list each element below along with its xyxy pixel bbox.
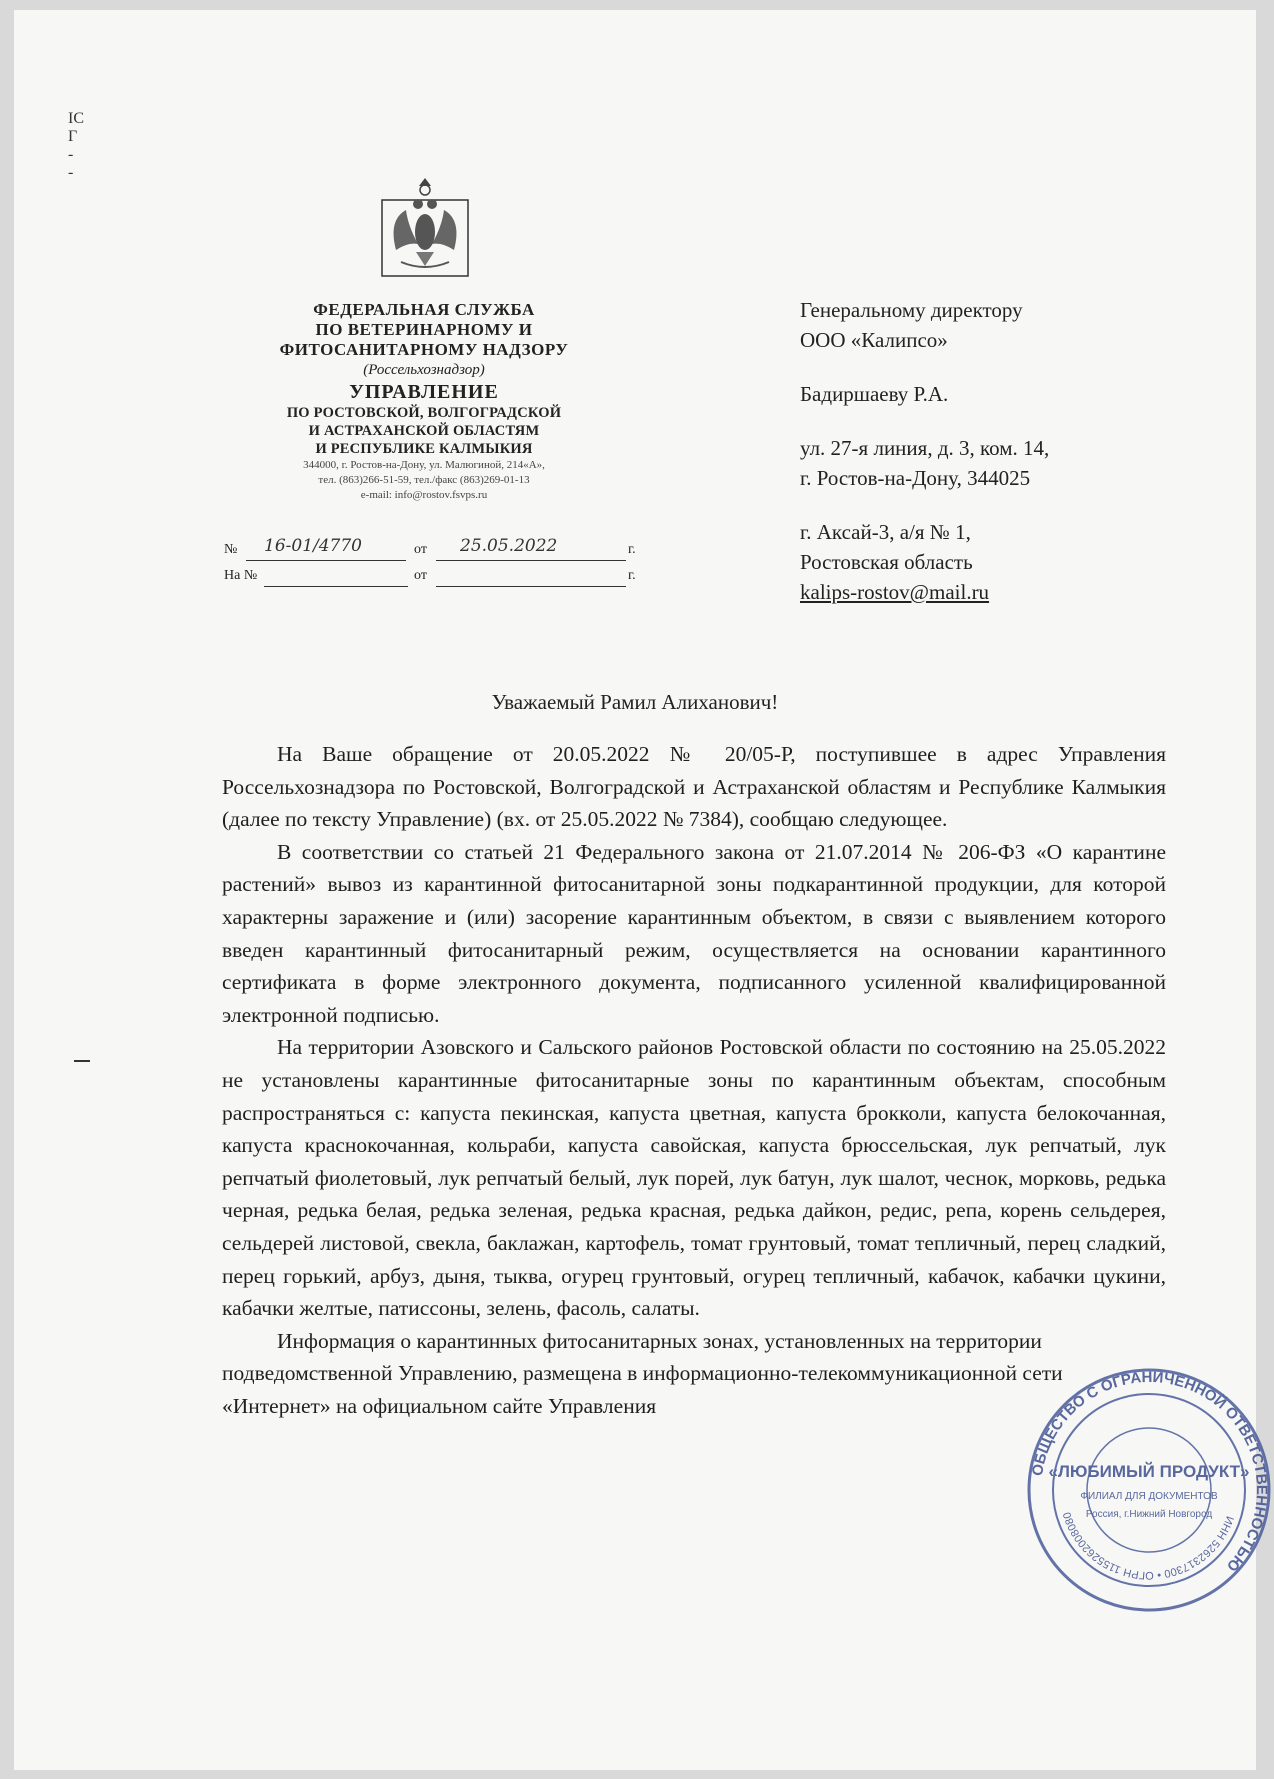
ref-number-label: № xyxy=(224,542,238,557)
ref-from-label: от xyxy=(414,542,427,557)
outgoing-ref xyxy=(224,536,644,562)
stamp-sub-text: ФИЛИАЛ ДЛЯ ДОКУМЕНТОВ xyxy=(1080,1491,1218,1502)
coat-of-arms-emblem xyxy=(376,170,474,280)
company-stamp xyxy=(1024,1365,1274,1615)
stamp-seal-icon xyxy=(1024,1365,1274,1615)
ref-underline xyxy=(436,560,626,561)
org-region: ПО РОСТОВСКОЙ, ВОЛГОГРАДСКОЙ xyxy=(286,405,562,421)
org-region: И АСТРАХАНСКОЙ ОБЛАСТЯМ xyxy=(308,423,540,439)
org-line: ФЕДЕРАЛЬНАЯ СЛУЖБА xyxy=(313,300,535,319)
org-email: e-mail: info@rostov.fsvps.ru xyxy=(360,489,488,501)
edge-mark: - xyxy=(68,146,74,163)
stamp-outer-text: ОБЩЕСТВО С ОГРАНИЧЕННОЙ ОТВЕТСТВЕННОСТЬЮ xyxy=(1028,1368,1271,1575)
org-phone: тел. (863)266-51-59, тел./факс (863)269-01-13 xyxy=(318,474,530,486)
ref-number-value: 16-01/4770 xyxy=(264,536,362,556)
edge-mark: Г xyxy=(68,128,78,145)
ref-year-suffix: г. xyxy=(628,542,636,557)
stamp-inn-text: ИНН 5262317300 • ОГРН 1155262008080 xyxy=(1061,1510,1236,1582)
ref-underline xyxy=(264,586,408,587)
addressee-street: ул. 27-я линия, д. 3, ком. 14, xyxy=(800,436,1050,460)
ref-date-value: 25.05.2022 xyxy=(460,536,558,556)
org-region: И РЕСПУБЛИКЕ КАЛМЫКИЯ xyxy=(315,441,533,457)
org-department: УПРАВЛЕНИЕ xyxy=(349,381,499,403)
incoming-ref xyxy=(224,568,644,588)
reply-year-suffix: г. xyxy=(628,568,636,583)
letter-body xyxy=(222,738,1166,1422)
body-paragraph: В соответствии со статьей 21 Федерального закона от 21.07.2014 № 206-ФЗ «О карантине растений» вывоз из карантинной фитосанитарной зоны подкарантинной продукции, для которой характерны заражение и (или) засорение карантинным объектом, в связи с выявлением которого введен карантинный фитосанитарный режим, осуществляется на основании карантинного сертификата в форме электронного документа, подписанного усиленной квалифицированной электронной подписью. xyxy=(222,839,1166,1027)
addressee-block xyxy=(800,295,1220,607)
reply-from-label: от xyxy=(414,568,427,583)
stamp-center-text: «ЛЮБИМЫЙ ПРОДУКТ» xyxy=(1048,1462,1250,1481)
svg-text:ИНН 5262317300 • ОГРН 11552620 xyxy=(1061,1510,1235,1581)
body-paragraph: На Ваше обращение от 20.05.2022 № 20/05-Р, поступившее в адрес Управления Россельхознадзора по Ростовской, Волгоградской и Астраханской областям и Республике Калмыкия (далее по тексту Управление) (вх. от 25.05.2022 № 7384), сообщаю следующее. xyxy=(222,742,1166,832)
org-line: ПО ВЕТЕРИНАРНОМУ И xyxy=(315,320,533,339)
addressee-company: ООО «Калипсо» xyxy=(800,328,948,352)
edge-marks xyxy=(68,110,84,182)
org-abbrev: (Россельхознадзор) xyxy=(363,362,485,378)
edge-mark: - xyxy=(68,164,74,181)
addressee-name: Бадиршаеву Р.А. xyxy=(800,382,949,406)
addressee-position: Генеральному директору xyxy=(800,298,1023,322)
body-paragraph: Информация о карантинных фитосанитарных зонах, установленных на территории подведомственной Управлению, размещена в информационно-телекоммуникационной сети «Интернет» на официальном сайте Управления xyxy=(222,1328,1063,1418)
edge-mark: IC xyxy=(68,110,84,127)
addressee-email[interactable]: kalips-rostov@mail.ru xyxy=(800,580,990,604)
ref-underline xyxy=(246,560,406,561)
addressee-city: г. Ростов-на-Дону, 344025 xyxy=(800,466,1031,490)
greeting: Уважаемый Рамил Алиханович! xyxy=(491,690,779,714)
addressee-region: Ростовская область xyxy=(800,550,973,574)
org-address: 344000, г. Ростов-на-Дону, ул. Малюгиной, 214«А», xyxy=(303,459,545,471)
reply-number-label: На № xyxy=(224,568,258,583)
ref-underline xyxy=(436,586,626,587)
sender-header xyxy=(204,300,644,503)
stamp-bottom-text: Россия, г.Нижний Новгород xyxy=(1085,1509,1213,1520)
eagle-icon xyxy=(376,170,474,280)
body-paragraph: На территории Азовского и Сальского районов Ростовской области по состоянию на 25.05.2022 не установлены карантинные фитосанитарные зоны по карантинным объектам, способным распространяться с: капуста пекинская, капуста цветная, капуста брокколи, капуста белокочанная, капуста краснокочанная, кольраби, капуста савойская, капуста брюссельская, лук репчатый, лук репчатый фиолетовый, лук репчатый белый, лук порей, лук батун, лук шалот, чеснок, морковь, редька черная, редька белая, редька зеленая, редька красная, редька дайкон, редис, репа, корень сельдерея, сельдерей листовой, свекла, баклажан, картофель, томат грунтовый, томат тепличный, перец сладкий, перец горький, арбуз, дыня, тыква, огурец грунтовый, огурец тепличный, кабачок, кабачки цукини, кабачки желтые, патиссоны, зелень, фасоль, салаты. xyxy=(222,1035,1166,1321)
addressee-po-box: г. Аксай-3, а/я № 1, xyxy=(800,520,971,544)
document-page xyxy=(14,10,1271,1770)
org-line: ФИТОСАНИТАРНОМУ НАДЗОРУ xyxy=(279,340,569,359)
punch-mark xyxy=(74,1060,90,1062)
